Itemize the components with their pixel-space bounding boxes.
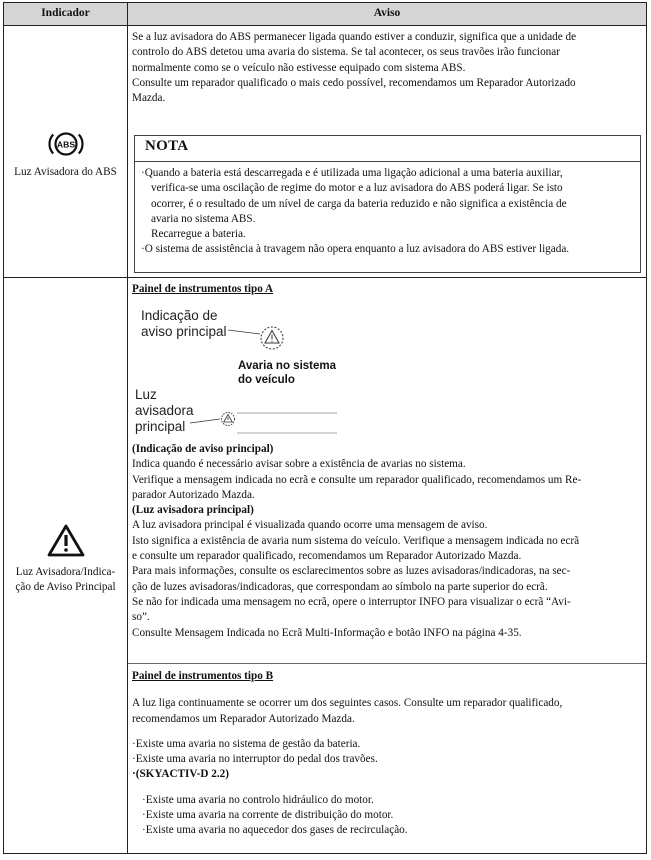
diagram-label-indicacao-2: aviso principal (141, 324, 227, 339)
diagram-label-avaria-2: do veículo (238, 374, 295, 386)
diagram-screen-symbol (228, 321, 288, 357)
nota-body (141, 166, 635, 258)
luz-line-4: Para mais informações, consulte os esclarecimentos sobre as luzes avisadoras/indicadoras, na sec- (132, 565, 571, 578)
column-divider (127, 3, 128, 853)
master-warning-label-2: ção de Aviso Principal (15, 581, 116, 594)
panel-b-sub-bullet-2: ·Existe uma avaria na corrente de distribuição do motor. (142, 809, 394, 822)
nota-line-2: verifica-se uma oscilação de regime do motor e a luz avisadora do ABS poderá ligar. Se isto (151, 182, 563, 195)
panel-a-heading: Painel de instrumentos tipo A (132, 283, 274, 295)
panel-a-text (132, 442, 642, 641)
nota-line-4: avaria no sistema ABS. (151, 212, 256, 225)
panel-b-skyactiv: ·(SKYACTIV-D 2.2) (132, 768, 229, 781)
abs-indicator-cell (4, 129, 127, 180)
nota-line-3: ocorrer, é o resultado de um nível de carga da bateria reduzido e não significa a existência de (151, 197, 567, 210)
luz-line-2: Isto significa a existência de avaria num sistema do veículo. Verifique a mensagem indicada no ecrã (132, 534, 580, 547)
panel-separator (128, 663, 646, 664)
panel-b-sub-bullet-3: ·Existe uma avaria no aquecedor dos gases de recirculação. (142, 824, 408, 837)
abs-line-2: controlo do ABS detetou uma avaria do sistema. Se tal acontecer, os seus travões irão funcionar (132, 46, 560, 59)
master-warning-triangle-icon (46, 523, 86, 559)
diagram-label-luz-2: avisadora (135, 403, 194, 418)
abs-indicator-label: Luz Avisadora do ABS (14, 166, 117, 178)
nota-box (134, 135, 641, 273)
diagram-label-luz-1: Luz (135, 387, 157, 402)
header-aviso: Aviso (373, 7, 401, 19)
warning-lights-table (3, 2, 647, 854)
indicacao-line-1: Indica quando é necessário avisar sobre a existência de avarias no sistema. (132, 458, 466, 471)
abs-line-4: Consulte um reparador qualificado o mais cedo possível, recomendamos um Reparador Autorizado (132, 76, 576, 89)
luz-line-7: so”. (132, 611, 150, 624)
abs-line-1: Se a luz avisadora do ABS permanecer ligada quando estiver a conduzir, significa que a unidade de (132, 31, 577, 43)
diagram-label-avaria-1: Avaria no sistema (238, 360, 337, 372)
panel-b-sub-bullet-1: ·Existe uma avaria no controlo hidráulico do motor. (142, 793, 374, 806)
abs-description (132, 30, 642, 106)
luz-line-1: A luz avisadora principal é visualizada quando ocorre uma mensagem de aviso. (132, 519, 488, 532)
luz-avisadora-title: (Luz avisadora principal) (132, 504, 254, 517)
indicacao-line-3: parador Autorizado Mazda. (132, 488, 255, 501)
nota-title: NOTA (145, 138, 189, 154)
table-header (4, 3, 646, 26)
panel-b-intro-2: recomendamos um Reparador Autorizado Mazda. (132, 712, 355, 725)
panel-b-intro-1: A luz liga continuamente se ocorrer um dos seguintes casos. Consulte um reparador qualificado, (132, 697, 563, 710)
row-divider (4, 277, 646, 278)
panel-b-heading: Painel de instrumentos tipo B (132, 670, 274, 682)
nota-line-6: ·O sistema de assistência à travagem não opera enquanto a luz avisadora do ABS estiver ligada. (141, 243, 570, 256)
panel-b-bullet-1: ·Existe uma avaria no sistema de gestão da bateria. (132, 737, 361, 750)
luz-line-6: Se não for indicada uma mensagem no ecrã, opere o interruptor INFO para visualizar o ecrã “Avi- (132, 595, 571, 608)
master-warning-label-1: Luz Avisadora/Indica- (15, 566, 116, 578)
nota-divider (135, 161, 640, 162)
panel-b-text (132, 669, 642, 839)
abs-icon (48, 129, 84, 159)
luz-line-5: ção de luzes avisadoras/indicadoras, que correspondam ao símbolo na parte superior do ecrã. (132, 580, 548, 593)
diagram-cluster-symbol (190, 408, 340, 438)
luz-line-3: e consulte um reparador qualificado, recomendamos um Reparador Autorizado Mazda. (132, 550, 522, 563)
nota-line-5: Recarregue a bateria. (151, 228, 246, 241)
header-indicador: Indicador (41, 7, 90, 19)
indicacao-aviso-title: (Indicação de aviso principal) (132, 443, 274, 455)
panel-b-bullet-2: ·Existe uma avaria no interruptor do pedal dos travões. (132, 753, 378, 766)
panel-a-heading-block (132, 282, 642, 297)
luz-line-8: Consulte Mensagem Indicada no Ecrã Multi-Informação e botão INFO na página 4-35. (132, 626, 522, 639)
nota-line-1: ·Quando a bateria está descarregada e é utilizada uma ligação adicional a uma bateria auxiliar, (141, 167, 563, 179)
abs-line-5: Mazda. (132, 92, 166, 105)
diagram-label-indicacao-1: Indicação de (141, 308, 218, 323)
svg-text:ABS: ABS (56, 139, 75, 150)
diagram-label-luz-3: principal (135, 419, 186, 434)
abs-line-3: normalmente como se o veículo não estivesse equipado com sistema ABS. (132, 61, 466, 74)
indicacao-line-2: Verifique a mensagem indicada no ecrã e consulte um reparador qualificado, recomendamos um Re- (132, 473, 582, 486)
master-warning-indicator-cell (4, 523, 127, 596)
